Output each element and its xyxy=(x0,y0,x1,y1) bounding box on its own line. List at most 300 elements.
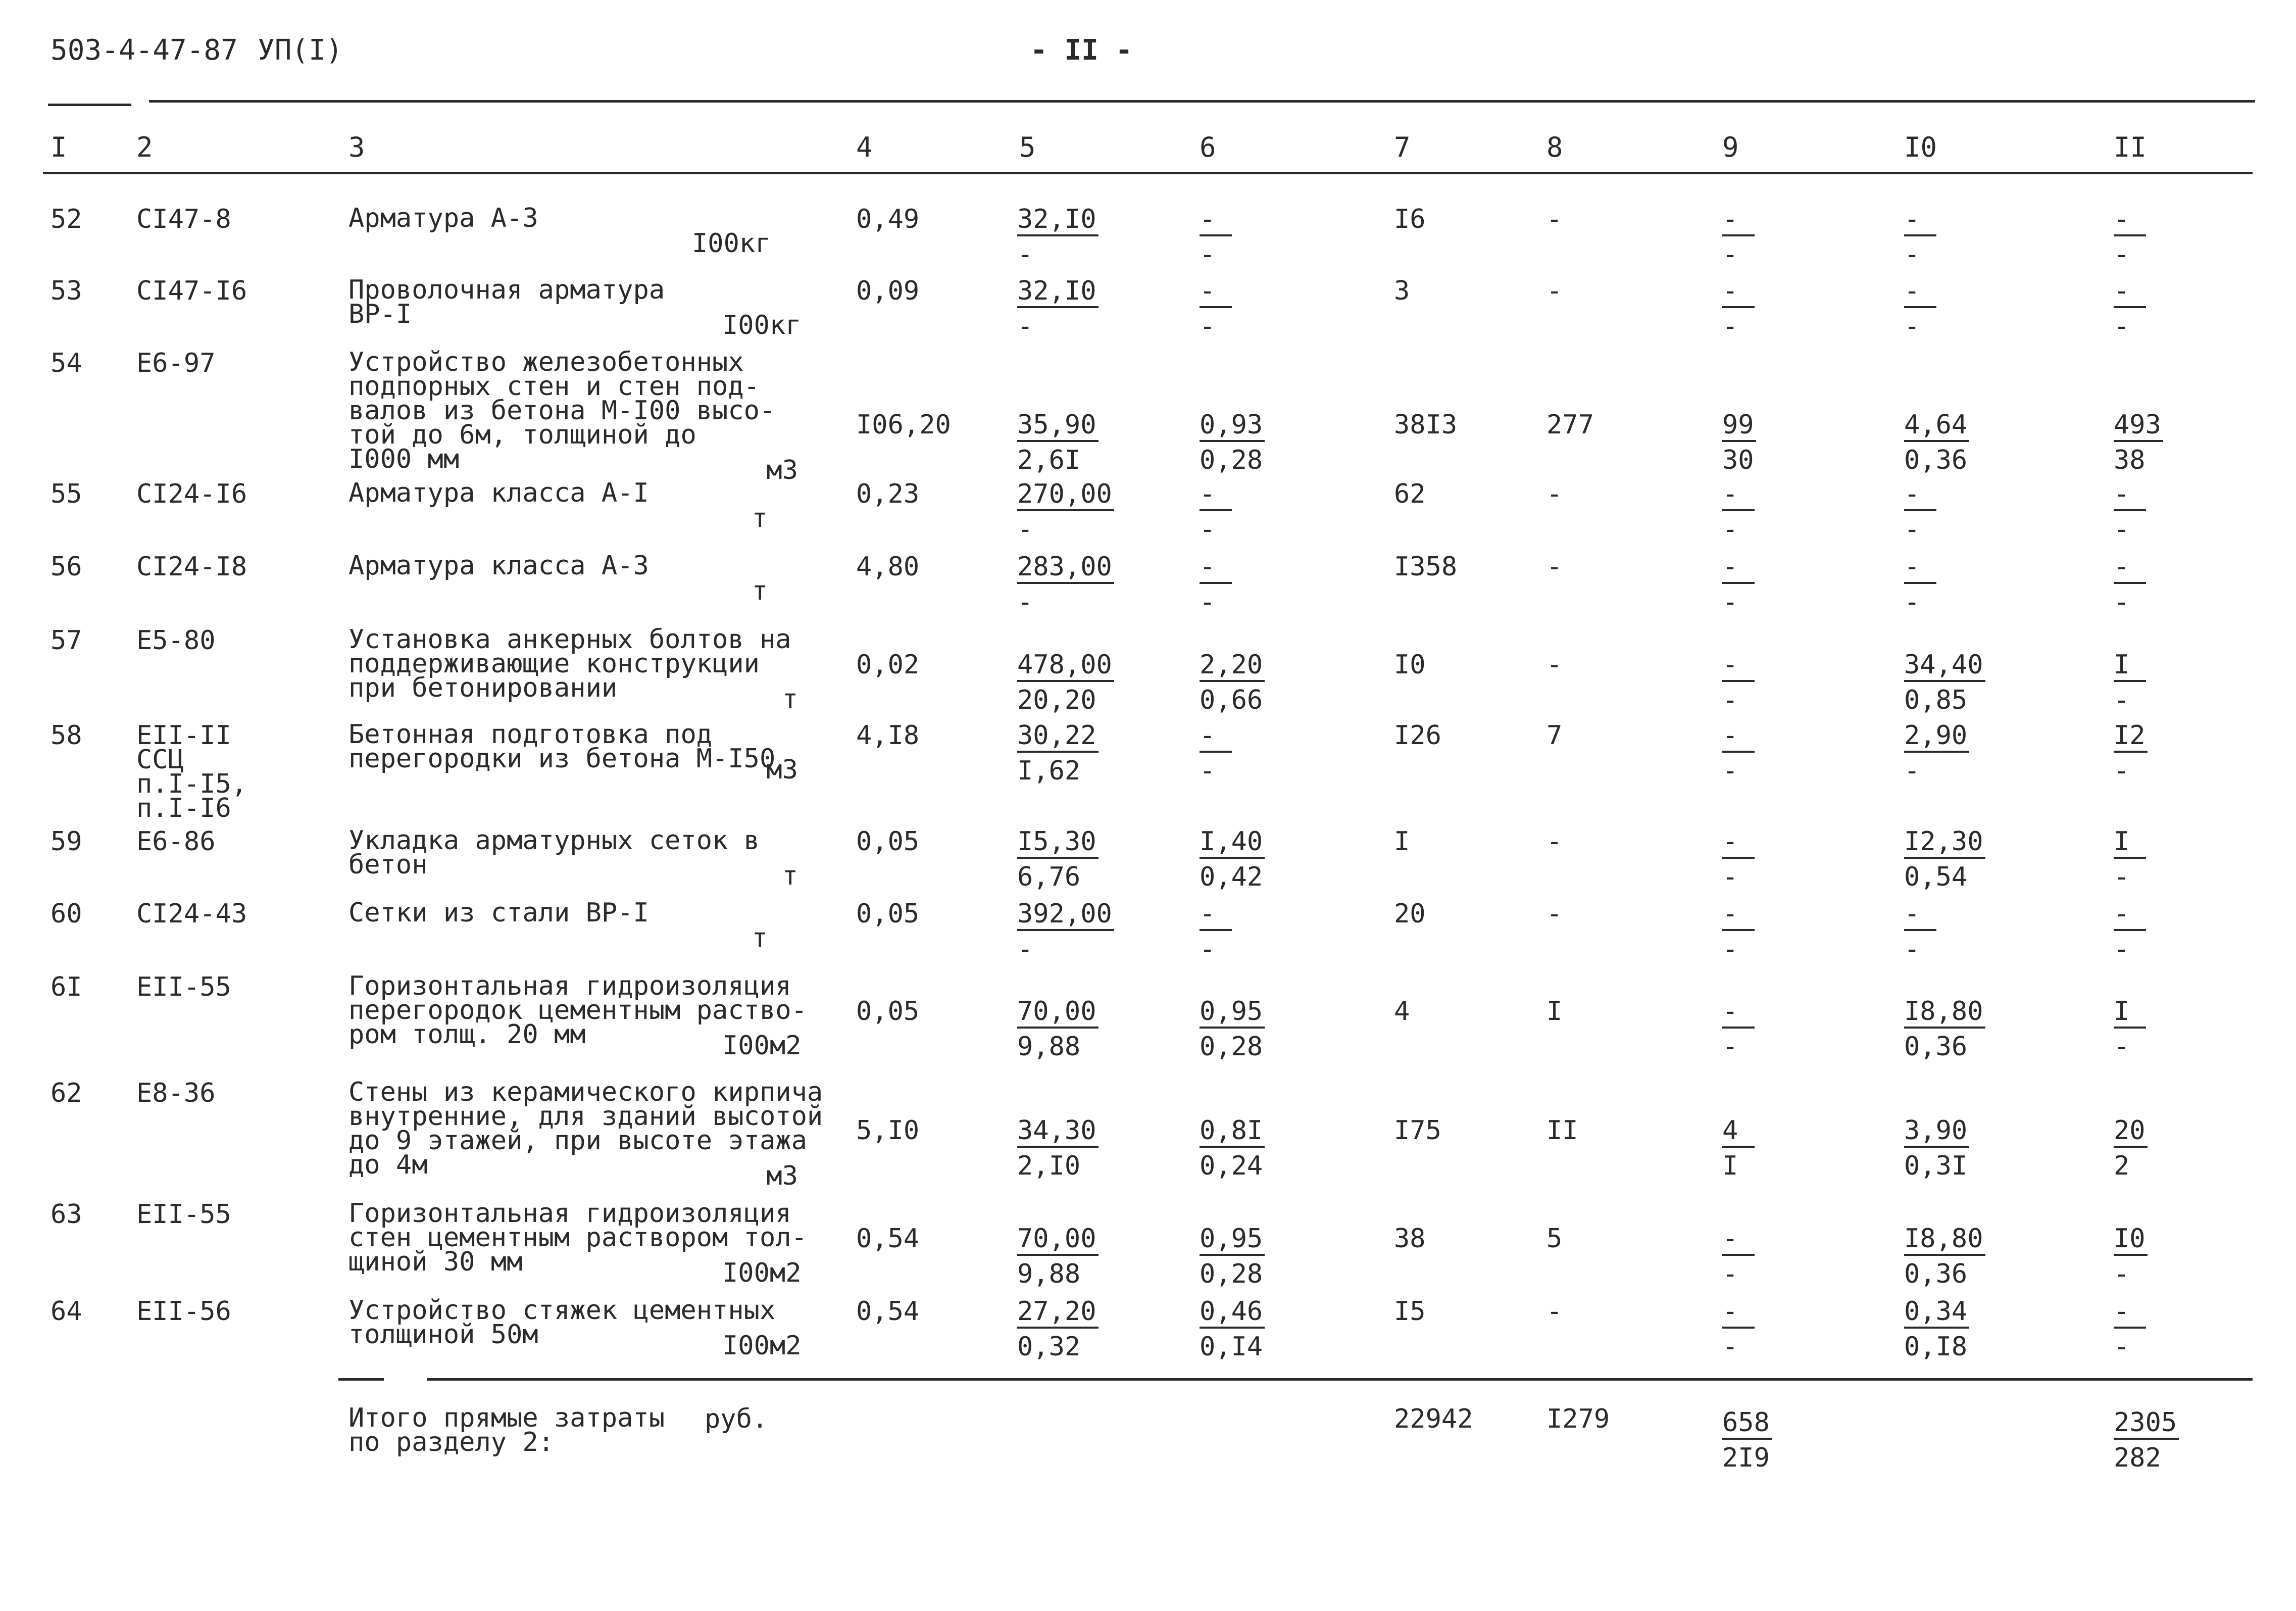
quantity: 0,54 xyxy=(856,1296,920,1327)
machine-cost xyxy=(1200,412,1265,473)
col11-cost xyxy=(2114,652,2146,713)
col10-cost-numerator: - xyxy=(1904,901,1936,931)
rate-code: CI24-I8 xyxy=(136,552,247,582)
work-description: той до 6м, толщиной до xyxy=(348,420,696,450)
col10-cost xyxy=(1904,722,1969,784)
unit-cost-numerator: 283,00 xyxy=(1017,554,1114,584)
col9-cost xyxy=(1722,206,1755,268)
col11-cost-numerator: - xyxy=(2114,1298,2146,1329)
col11-cost-denominator: - xyxy=(2114,1332,2130,1362)
col10-cost-denominator: 0,85 xyxy=(1904,685,1968,715)
unit-cost-numerator: 478,00 xyxy=(1017,652,1114,682)
total-col11 xyxy=(2114,1409,2179,1471)
work-description: подпорных стен и стен под- xyxy=(348,371,760,402)
machine-cost-denominator: 0,28 xyxy=(1200,1032,1263,1062)
total-cost: I6 xyxy=(1394,204,1426,234)
quantity: 0,49 xyxy=(856,204,920,234)
total-label: Итого прямые затраты xyxy=(348,1403,665,1433)
col9-cost xyxy=(1722,828,1755,890)
wages-cost: 5 xyxy=(1546,1224,1563,1254)
machine-cost-denominator: - xyxy=(1200,311,1216,341)
col9-cost-numerator: - xyxy=(1722,481,1755,511)
column-header-7: 7 xyxy=(1394,131,1411,163)
col9-cost xyxy=(1722,998,1755,1060)
unit-of-measure: т xyxy=(782,861,798,891)
col11-cost xyxy=(2114,206,2146,268)
unit-cost-denominator: 9,88 xyxy=(1017,1259,1081,1289)
machine-cost-numerator: - xyxy=(1200,206,1232,236)
work-description: Горизонтальная гидроизоляция xyxy=(348,971,791,1001)
wages-cost: 7 xyxy=(1546,720,1563,751)
col11-cost-denominator: - xyxy=(2114,934,2130,964)
total-unit: руб. xyxy=(705,1404,768,1434)
machine-cost-denominator: 0,24 xyxy=(1200,1151,1263,1181)
wages-cost: II xyxy=(1546,1115,1578,1146)
machine-cost xyxy=(1200,1117,1265,1179)
col10-cost-numerator: I8,80 xyxy=(1904,1226,1985,1256)
work-description: Устройство стяжек цементных xyxy=(348,1295,776,1326)
col11-cost xyxy=(2114,412,2163,473)
unit-cost-denominator: 6,76 xyxy=(1017,862,1081,892)
row-number: 63 xyxy=(51,1199,82,1230)
machine-cost-numerator: I,40 xyxy=(1200,828,1265,859)
total-cost: 38 xyxy=(1394,1224,1426,1254)
machine-cost xyxy=(1200,1298,1265,1360)
machine-cost xyxy=(1200,554,1232,615)
header-rule xyxy=(43,172,2253,174)
column-header-1: I xyxy=(51,131,67,163)
rate-code: ССЦ xyxy=(136,745,184,775)
row-number: 53 xyxy=(51,276,82,306)
unit-of-measure: I00м2 xyxy=(722,1331,802,1361)
quantity: 0,05 xyxy=(856,996,920,1027)
unit-cost xyxy=(1017,481,1114,543)
col9-cost-numerator: - xyxy=(1722,652,1755,682)
col11-cost-numerator: I xyxy=(2114,998,2146,1029)
unit-of-measure: I00м2 xyxy=(722,1031,802,1061)
unit-of-measure: м3 xyxy=(766,1161,798,1191)
wages-cost: - xyxy=(1546,552,1563,582)
rate-code: Е6-86 xyxy=(136,826,216,857)
work-description: Бетонная подготовка под xyxy=(348,719,713,750)
row-number: 57 xyxy=(51,625,82,656)
row-number: 58 xyxy=(51,720,82,751)
col10-cost xyxy=(1904,1117,1969,1179)
unit-cost-numerator: 35,90 xyxy=(1017,412,1099,442)
work-description: валов из бетона М-I00 высо- xyxy=(348,396,776,426)
machine-cost xyxy=(1200,998,1265,1060)
machine-cost-numerator: 0,8I xyxy=(1200,1117,1265,1148)
col10-cost-numerator: 4,64 xyxy=(1904,412,1969,442)
machine-cost-denominator: 0,42 xyxy=(1200,862,1263,892)
machine-cost-denominator: 0,66 xyxy=(1200,685,1263,715)
wages-cost: - xyxy=(1546,650,1563,680)
col9-cost-denominator: 30 xyxy=(1722,445,1754,475)
work-description: Арматура класса А-I xyxy=(348,478,649,508)
machine-cost-numerator: 0,95 xyxy=(1200,998,1265,1029)
unit-of-measure: I00кг xyxy=(692,228,771,259)
machine-cost-denominator: 0,I4 xyxy=(1200,1332,1263,1362)
col10-cost xyxy=(1904,554,1936,615)
row-number: 55 xyxy=(51,479,82,509)
rate-code: п.I-I6 xyxy=(136,793,231,823)
col10-cost-denominator: 0,36 xyxy=(1904,1259,1968,1289)
col11-cost xyxy=(2114,722,2148,784)
total-cost: I75 xyxy=(1394,1115,1441,1146)
col11-cost-denominator: - xyxy=(2114,514,2130,545)
unit-cost-denominator: 2,6I xyxy=(1017,445,1081,475)
wages-cost: - xyxy=(1546,204,1563,234)
column-header-8: 8 xyxy=(1546,131,1563,163)
quantity: 5,I0 xyxy=(856,1115,920,1146)
work-description: Стены из керамического кирпича xyxy=(348,1077,823,1107)
col11-cost-denominator: - xyxy=(2114,685,2130,715)
machine-cost-denominator: - xyxy=(1200,239,1216,270)
col11-cost xyxy=(2114,481,2146,543)
machine-cost-denominator: - xyxy=(1200,934,1216,964)
quantity: 0,05 xyxy=(856,899,920,929)
col10-cost-denominator: - xyxy=(1904,514,1920,545)
row-number: 52 xyxy=(51,204,82,234)
work-description: до 4м xyxy=(348,1150,428,1180)
wages-cost: - xyxy=(1546,826,1563,857)
total-col9-numerator: 658 xyxy=(1722,1409,1772,1440)
col11-cost-numerator: - xyxy=(2114,901,2146,931)
col11-cost-denominator: 38 xyxy=(2114,445,2145,475)
col9-cost-numerator: - xyxy=(1722,722,1755,753)
unit-cost-denominator: 2,I0 xyxy=(1017,1151,1081,1181)
col11-cost-numerator: 20 xyxy=(2114,1117,2148,1148)
col11-cost xyxy=(2114,278,2146,339)
column-header-10: I0 xyxy=(1904,131,1937,163)
page-number: - II - xyxy=(1030,34,1133,67)
unit-cost-denominator: - xyxy=(1017,239,1033,270)
work-description: стен цементным раствором тол- xyxy=(348,1223,807,1253)
machine-cost-denominator: 0,28 xyxy=(1200,445,1263,475)
unit-of-measure: т xyxy=(782,684,798,714)
quantity: 4,80 xyxy=(856,552,920,582)
col10-cost-denominator: 0,I8 xyxy=(1904,1332,1968,1362)
col11-cost-denominator: - xyxy=(2114,587,2130,617)
col10-cost-denominator: - xyxy=(1904,934,1920,964)
rate-code: ЕII-II xyxy=(136,720,231,751)
col11-cost-numerator: I0 xyxy=(2114,1226,2148,1256)
col11-cost-denominator: - xyxy=(2114,862,2130,892)
unit-cost-numerator: 32,I0 xyxy=(1017,206,1099,236)
col10-cost xyxy=(1904,206,1936,268)
unit-cost-denominator: 20,20 xyxy=(1017,685,1096,715)
work-description: до 9 этажей, при высоте этажа xyxy=(348,1126,807,1156)
col9-cost xyxy=(1722,1298,1755,1360)
total-col9-denominator: 2I9 xyxy=(1722,1443,1770,1473)
col10-cost-numerator: I8,80 xyxy=(1904,998,1985,1029)
unit-cost-numerator: 27,20 xyxy=(1017,1298,1099,1329)
total-rule-right xyxy=(427,1378,2253,1381)
unit-cost-denominator: 9,88 xyxy=(1017,1032,1081,1062)
total-cost: I xyxy=(1394,826,1410,857)
total-rule-left xyxy=(338,1378,384,1381)
doc-code: 503-4-47-87 xyxy=(51,34,238,67)
machine-cost-denominator: 0,28 xyxy=(1200,1259,1263,1289)
col10-cost xyxy=(1904,1298,1969,1360)
total-col11-numerator: 2305 xyxy=(2114,1409,2179,1440)
quantity: 0,54 xyxy=(856,1224,920,1254)
col9-cost xyxy=(1722,554,1755,615)
col10-cost-numerator: 34,40 xyxy=(1904,652,1985,682)
rate-code: Е6-97 xyxy=(136,348,216,378)
unit-cost-numerator: 34,30 xyxy=(1017,1117,1099,1148)
col9-cost xyxy=(1722,278,1755,339)
col11-cost-denominator: - xyxy=(2114,756,2130,786)
col11-cost-numerator: 493 xyxy=(2114,412,2163,442)
col11-cost-denominator: - xyxy=(2114,311,2130,341)
col10-cost xyxy=(1904,412,1969,473)
wages-cost: 277 xyxy=(1546,410,1594,440)
total-cost: 20 xyxy=(1394,899,1426,929)
work-description: ВР-I xyxy=(348,299,412,329)
col9-cost-denominator: - xyxy=(1722,587,1738,617)
col9-cost-numerator: - xyxy=(1722,278,1755,308)
col10-cost xyxy=(1904,481,1936,543)
unit-of-measure: I00м2 xyxy=(722,1258,802,1288)
unit-cost xyxy=(1017,1117,1099,1179)
machine-cost xyxy=(1200,652,1265,713)
total-col8: I279 xyxy=(1546,1404,1610,1434)
col10-cost-numerator: 2,90 xyxy=(1904,722,1969,753)
work-description: щиной 30 мм xyxy=(348,1247,523,1277)
unit-of-measure: м3 xyxy=(766,455,798,485)
machine-cost xyxy=(1200,901,1232,962)
machine-cost-denominator: - xyxy=(1200,514,1216,545)
top-rule-left xyxy=(48,104,131,106)
unit-cost-denominator: - xyxy=(1017,587,1033,617)
work-description: внутренние, для зданий высотой xyxy=(348,1101,823,1132)
wages-cost: - xyxy=(1546,1296,1563,1327)
unit-cost xyxy=(1017,1298,1099,1360)
total-col7: 22942 xyxy=(1394,1404,1473,1434)
unit-of-measure: т xyxy=(752,503,768,533)
column-header-9: 9 xyxy=(1722,131,1739,163)
column-header-2: 2 xyxy=(136,131,153,163)
machine-cost-numerator: - xyxy=(1200,554,1232,584)
total-col11-denominator: 282 xyxy=(2114,1443,2161,1473)
top-rule-right xyxy=(149,100,2255,103)
col9-cost-denominator: I xyxy=(1722,1151,1738,1181)
row-number: 62 xyxy=(51,1078,82,1108)
col9-cost xyxy=(1722,1226,1755,1287)
rate-code: Е8-36 xyxy=(136,1078,216,1108)
unit-cost-numerator: I5,30 xyxy=(1017,828,1099,859)
col11-cost xyxy=(2114,1226,2148,1287)
col9-cost-denominator: - xyxy=(1722,934,1738,964)
col10-cost-denominator: - xyxy=(1904,587,1920,617)
work-description: Горизонтальная гидроизоляция xyxy=(348,1198,791,1229)
col9-cost-numerator: 99 xyxy=(1722,412,1756,442)
unit-cost xyxy=(1017,412,1099,473)
rate-code: п.I-I5, xyxy=(136,769,247,799)
unit-cost-numerator: 32,I0 xyxy=(1017,278,1099,308)
row-number: 60 xyxy=(51,899,82,929)
unit-cost xyxy=(1017,206,1099,268)
work-description: при бетонировании xyxy=(348,673,618,703)
work-description: перегородок цементным раство- xyxy=(348,995,807,1026)
unit-cost-denominator: 0,32 xyxy=(1017,1332,1081,1362)
col10-cost-numerator: - xyxy=(1904,481,1936,511)
col9-cost xyxy=(1722,412,1756,473)
unit-of-measure: т xyxy=(752,923,768,953)
quantity: 4,I8 xyxy=(856,720,920,751)
col10-cost-numerator: - xyxy=(1904,278,1936,308)
rate-code: CI24-I6 xyxy=(136,479,247,509)
col10-cost-denominator: 0,36 xyxy=(1904,1032,1968,1062)
machine-cost-numerator: 0,95 xyxy=(1200,1226,1265,1256)
machine-cost xyxy=(1200,722,1232,784)
column-header-4: 4 xyxy=(856,131,873,163)
machine-cost-numerator: - xyxy=(1200,901,1232,931)
wages-cost: - xyxy=(1546,276,1563,306)
quantity: 0,09 xyxy=(856,276,920,306)
col9-cost-denominator: - xyxy=(1722,1032,1738,1062)
unit-of-measure: I00кг xyxy=(722,310,802,340)
total-col9 xyxy=(1722,1409,1772,1471)
col9-cost xyxy=(1722,1117,1755,1179)
work-description: Укладка арматурных сеток в xyxy=(348,825,760,856)
machine-cost-numerator: - xyxy=(1200,722,1232,753)
rate-code: Е5-80 xyxy=(136,625,216,656)
col11-cost-denominator: 2 xyxy=(2114,1151,2130,1181)
machine-cost xyxy=(1200,828,1265,890)
col11-cost-denominator: - xyxy=(2114,239,2130,270)
column-header-3: 3 xyxy=(348,131,365,163)
col9-cost-denominator: - xyxy=(1722,239,1738,270)
unit-cost-denominator: - xyxy=(1017,311,1033,341)
col9-cost xyxy=(1722,652,1755,713)
unit-of-measure: т xyxy=(752,576,768,606)
rate-code: ЕII-55 xyxy=(136,1199,231,1230)
col10-cost xyxy=(1904,652,1985,713)
total-cost: I358 xyxy=(1394,552,1458,582)
work-description: Арматура А-3 xyxy=(348,203,538,233)
work-description: перегородки из бетона М-I50 xyxy=(348,744,776,774)
column-header-11: II xyxy=(2114,131,2147,163)
wages-cost: - xyxy=(1546,899,1563,929)
work-description: I000 мм xyxy=(348,444,460,474)
col11-cost-numerator: I xyxy=(2114,652,2146,682)
rate-code: CI47-I6 xyxy=(136,276,247,306)
column-header-6: 6 xyxy=(1200,131,1216,163)
total-cost: 3 xyxy=(1394,276,1410,306)
column-header-5: 5 xyxy=(1019,131,1036,163)
machine-cost-numerator: - xyxy=(1200,481,1232,511)
machine-cost-denominator: - xyxy=(1200,756,1216,786)
col11-cost-numerator: I2 xyxy=(2114,722,2148,753)
unit-cost xyxy=(1017,722,1099,784)
unit-cost xyxy=(1017,652,1114,713)
unit-cost-numerator: 30,22 xyxy=(1017,722,1099,753)
quantity: I06,20 xyxy=(856,410,951,440)
total-cost: I5 xyxy=(1394,1296,1426,1327)
total-cost: I26 xyxy=(1394,720,1441,751)
work-description: Установка анкерных болтов на xyxy=(348,624,791,655)
col9-cost-denominator: - xyxy=(1722,514,1738,545)
machine-cost-numerator: - xyxy=(1200,278,1232,308)
col10-cost xyxy=(1904,1226,1985,1287)
col9-cost-denominator: - xyxy=(1722,311,1738,341)
col9-cost xyxy=(1722,901,1755,962)
unit-cost xyxy=(1017,901,1114,962)
total-cost: 38I3 xyxy=(1394,410,1458,440)
col10-cost-denominator: 0,54 xyxy=(1904,862,1968,892)
wages-cost: I xyxy=(1546,996,1563,1027)
work-description: толщиной 50м xyxy=(348,1320,538,1350)
unit-of-measure: м3 xyxy=(766,755,798,785)
col10-cost-numerator: - xyxy=(1904,206,1936,236)
col10-cost-denominator: - xyxy=(1904,239,1920,270)
unit-cost xyxy=(1017,278,1099,339)
col10-cost-numerator: 3,90 xyxy=(1904,1117,1969,1148)
row-number: 6I xyxy=(51,972,82,1002)
work-description: поддерживающие конструкции xyxy=(348,649,760,679)
rate-code: ЕII-56 xyxy=(136,1296,231,1327)
row-number: 64 xyxy=(51,1296,82,1327)
machine-cost xyxy=(1200,278,1232,339)
col11-cost xyxy=(2114,554,2146,615)
col11-cost xyxy=(2114,1298,2146,1360)
unit-cost xyxy=(1017,554,1114,615)
col10-cost-denominator: - xyxy=(1904,756,1920,786)
col9-cost-numerator: 4 xyxy=(1722,1117,1755,1148)
machine-cost xyxy=(1200,1226,1265,1287)
wages-cost: - xyxy=(1546,479,1563,509)
col11-cost xyxy=(2114,1117,2148,1179)
col10-cost-denominator: 0,36 xyxy=(1904,445,1968,475)
col10-cost xyxy=(1904,901,1936,962)
unit-cost-denominator: - xyxy=(1017,934,1033,964)
col10-cost-denominator: - xyxy=(1904,311,1920,341)
quantity: 0,02 xyxy=(856,650,920,680)
col9-cost-denominator: - xyxy=(1722,756,1738,786)
unit-cost xyxy=(1017,998,1099,1060)
col11-cost-denominator: - xyxy=(2114,1259,2130,1289)
unit-cost-numerator: 70,00 xyxy=(1017,1226,1099,1256)
machine-cost-numerator: 0,93 xyxy=(1200,412,1265,442)
col9-cost-numerator: - xyxy=(1722,206,1755,236)
col10-cost xyxy=(1904,828,1985,890)
col9-cost-numerator: - xyxy=(1722,828,1755,859)
unit-cost-denominator: I,62 xyxy=(1017,756,1081,786)
work-description: Сетки из стали ВР-I xyxy=(348,898,649,928)
unit-cost xyxy=(1017,1226,1099,1287)
col10-cost-denominator: 0,3I xyxy=(1904,1151,1968,1181)
col11-cost-numerator: - xyxy=(2114,278,2146,308)
unit-cost-numerator: 70,00 xyxy=(1017,998,1099,1029)
rate-code: CI24-43 xyxy=(136,899,247,929)
unit-cost-denominator: - xyxy=(1017,514,1033,545)
rate-code: CI47-8 xyxy=(136,204,231,234)
unit-cost-numerator: 270,00 xyxy=(1017,481,1114,511)
work-description: Арматура класса А-3 xyxy=(348,551,649,581)
machine-cost xyxy=(1200,481,1232,543)
col11-cost-numerator: - xyxy=(2114,481,2146,511)
total-label: по разделу 2: xyxy=(348,1427,554,1457)
machine-cost xyxy=(1200,206,1232,268)
total-cost: 62 xyxy=(1394,479,1426,509)
machine-cost-numerator: 0,46 xyxy=(1200,1298,1265,1329)
unit-cost-numerator: 392,00 xyxy=(1017,901,1114,931)
rate-code: ЕII-55 xyxy=(136,972,231,1002)
col10-cost xyxy=(1904,278,1936,339)
col9-cost xyxy=(1722,481,1755,543)
